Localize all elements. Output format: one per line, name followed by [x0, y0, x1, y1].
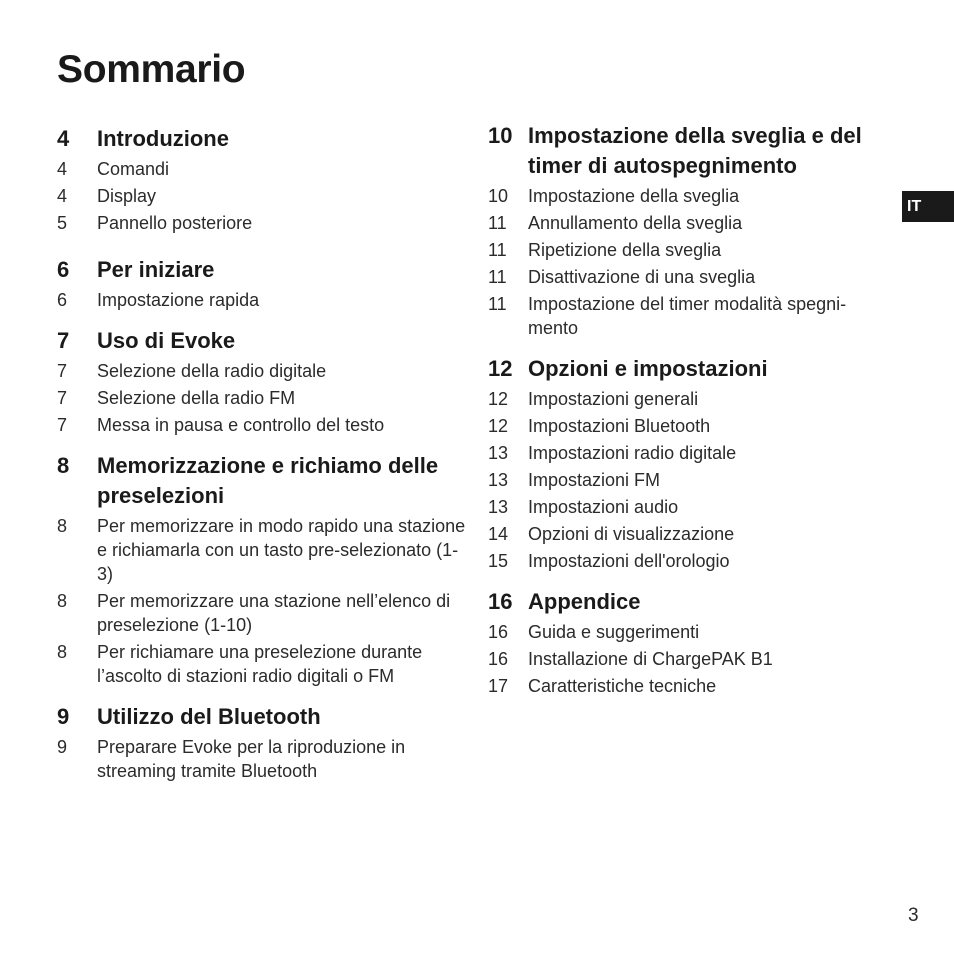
toc-entry[interactable]: [488, 522, 888, 546]
section-heading[interactable]: [57, 326, 467, 356]
section-heading[interactable]: [488, 354, 888, 384]
entry-text: Messa in pausa e controllo del testo: [97, 415, 385, 435]
toc-entry[interactable]: [57, 735, 467, 783]
entry-text: Installazione di ChargePAK B1: [528, 649, 773, 669]
toc-entry[interactable]: [57, 288, 467, 312]
toc-section: [488, 587, 888, 698]
section-number: 6: [57, 257, 70, 282]
toc-entry[interactable]: [57, 386, 467, 410]
toc-left-column: [57, 124, 467, 797]
entry-text: Display: [97, 186, 157, 206]
toc-entry[interactable]: [57, 157, 467, 181]
entry-text: Impostazioni dell'orologio: [528, 551, 730, 571]
section-title: Appendice: [528, 589, 641, 614]
section-number: 8: [57, 453, 70, 478]
entry-text: Comandi: [97, 159, 170, 179]
section-number: 4: [57, 126, 70, 151]
section-number: 16: [488, 589, 513, 614]
entry-text: Selezione della radio FM: [97, 388, 296, 408]
toc-entry[interactable]: [57, 514, 467, 586]
toc-entry[interactable]: [488, 441, 888, 465]
section-number: 10: [488, 123, 513, 148]
entry-page: 8: [57, 591, 68, 611]
toc-entry[interactable]: [488, 292, 888, 340]
toc-entry[interactable]: [488, 549, 888, 573]
entry-text: Per richiamare una preselezione durante l’ascolto di stazioni radio digitali o FM: [97, 642, 423, 686]
toc-section: [488, 354, 888, 573]
section-number: 9: [57, 704, 70, 729]
toc-right-column: [488, 121, 888, 712]
entry-page: 13: [488, 443, 509, 463]
entry-text: Ripetizione della sveglia: [528, 240, 722, 260]
entry-page: 8: [57, 642, 68, 662]
entry-text: Impostazioni radio digitale: [528, 443, 737, 463]
section-number: 7: [57, 328, 70, 353]
section-title: Utilizzo del Bluetooth: [97, 704, 321, 729]
toc-entry[interactable]: [488, 211, 888, 235]
toc-entry[interactable]: [488, 387, 888, 411]
entry-page: 6: [57, 290, 68, 310]
entry-text: Selezione della radio digitale: [97, 361, 327, 381]
section-heading[interactable]: [488, 121, 888, 181]
section-heading[interactable]: [57, 124, 467, 154]
entry-page: 11: [488, 294, 507, 314]
entry-page: 4: [57, 186, 68, 206]
entry-page: 5: [57, 213, 68, 233]
entry-page: 11: [488, 240, 507, 260]
section-heading[interactable]: [57, 451, 467, 511]
toc-entry[interactable]: [488, 647, 888, 671]
language-tab: IT: [902, 191, 954, 222]
toc-entry[interactable]: [57, 184, 467, 208]
entry-text: Disattivazione di una sveglia: [528, 267, 756, 287]
toc-entry[interactable]: [488, 184, 888, 208]
section-heading[interactable]: [57, 702, 467, 732]
section-title: Memorizzazione e richiamo delle preselezioni: [97, 453, 439, 508]
entry-text: Impostazioni generali: [528, 389, 699, 409]
entry-page: 16: [488, 649, 509, 669]
toc-section: [57, 326, 467, 437]
entry-page: 12: [488, 416, 509, 436]
section-heading[interactable]: [488, 587, 888, 617]
toc-entry[interactable]: [57, 413, 467, 437]
entry-page: 11: [488, 213, 507, 233]
entry-page: 4: [57, 159, 68, 179]
entry-page: 11: [488, 267, 507, 287]
entry-page: 9: [57, 737, 68, 757]
entry-text: Opzioni di visualizzazione: [528, 524, 735, 544]
entry-page: 16: [488, 622, 509, 642]
entry-text: Caratteristiche tecniche: [528, 676, 717, 696]
entry-text: Per memorizzare in modo rapido una stazione e richiamarla con un tasto pre-selezionato (1-3): [97, 516, 466, 584]
entry-page: 15: [488, 551, 509, 571]
toc-entry[interactable]: [488, 414, 888, 438]
entry-page: 13: [488, 470, 509, 490]
toc-entry[interactable]: [488, 238, 888, 262]
toc-section: [57, 124, 467, 235]
entry-text: Impostazioni Bluetooth: [528, 416, 711, 436]
entry-text: Per memorizzare una stazione nell’elenco di preselezione (1-10): [97, 591, 451, 635]
section-title: Introduzione: [97, 126, 229, 151]
toc-section: [57, 702, 467, 783]
section-heading[interactable]: [57, 255, 467, 285]
page-number: 3: [908, 905, 919, 926]
section-number: 12: [488, 356, 513, 381]
entry-text: Preparare Evoke per la riproduzione in streaming tramite Bluetooth: [97, 737, 406, 781]
entry-text: Impostazione della sveglia: [528, 186, 740, 206]
toc-entry[interactable]: [57, 211, 467, 235]
entry-page: 13: [488, 497, 509, 517]
entry-text: Impostazioni audio: [528, 497, 679, 517]
toc-entry[interactable]: [57, 640, 467, 688]
entry-page: 10: [488, 186, 509, 206]
toc-entry[interactable]: [488, 620, 888, 644]
entry-text: Pannello posteriore: [97, 213, 253, 233]
entry-page: 7: [57, 361, 68, 381]
section-title: Per iniziare: [97, 257, 215, 282]
toc-entry[interactable]: [57, 589, 467, 637]
entry-text: Annullamento della sveglia: [528, 213, 743, 233]
toc-entry[interactable]: [488, 265, 888, 289]
toc-section: [57, 451, 467, 688]
entry-page: 8: [57, 516, 68, 536]
page-title: Sommario: [57, 48, 246, 91]
entry-page: 14: [488, 524, 509, 544]
section-title: Opzioni e impostazioni: [528, 356, 768, 381]
toc-entry[interactable]: [488, 495, 888, 519]
toc-section: [57, 255, 467, 312]
entry-page: 17: [488, 676, 509, 696]
section-title: Uso di Evoke: [97, 328, 236, 353]
section-title: Impostazione della sveglia e del timer di autospegnimento: [528, 123, 862, 178]
entry-text: Impostazioni FM: [528, 470, 661, 490]
toc-entry[interactable]: [488, 674, 888, 698]
entry-text: Impostazione rapida: [97, 290, 260, 310]
toc-section: [488, 121, 888, 340]
entry-page: 7: [57, 388, 68, 408]
entry-text: Impostazione del timer modalità spegni-mento: [528, 294, 847, 338]
entry-page: 7: [57, 415, 68, 435]
toc-entry[interactable]: [57, 359, 467, 383]
entry-text: Guida e suggerimenti: [528, 622, 700, 642]
toc-entry[interactable]: [488, 468, 888, 492]
entry-page: 12: [488, 389, 509, 409]
